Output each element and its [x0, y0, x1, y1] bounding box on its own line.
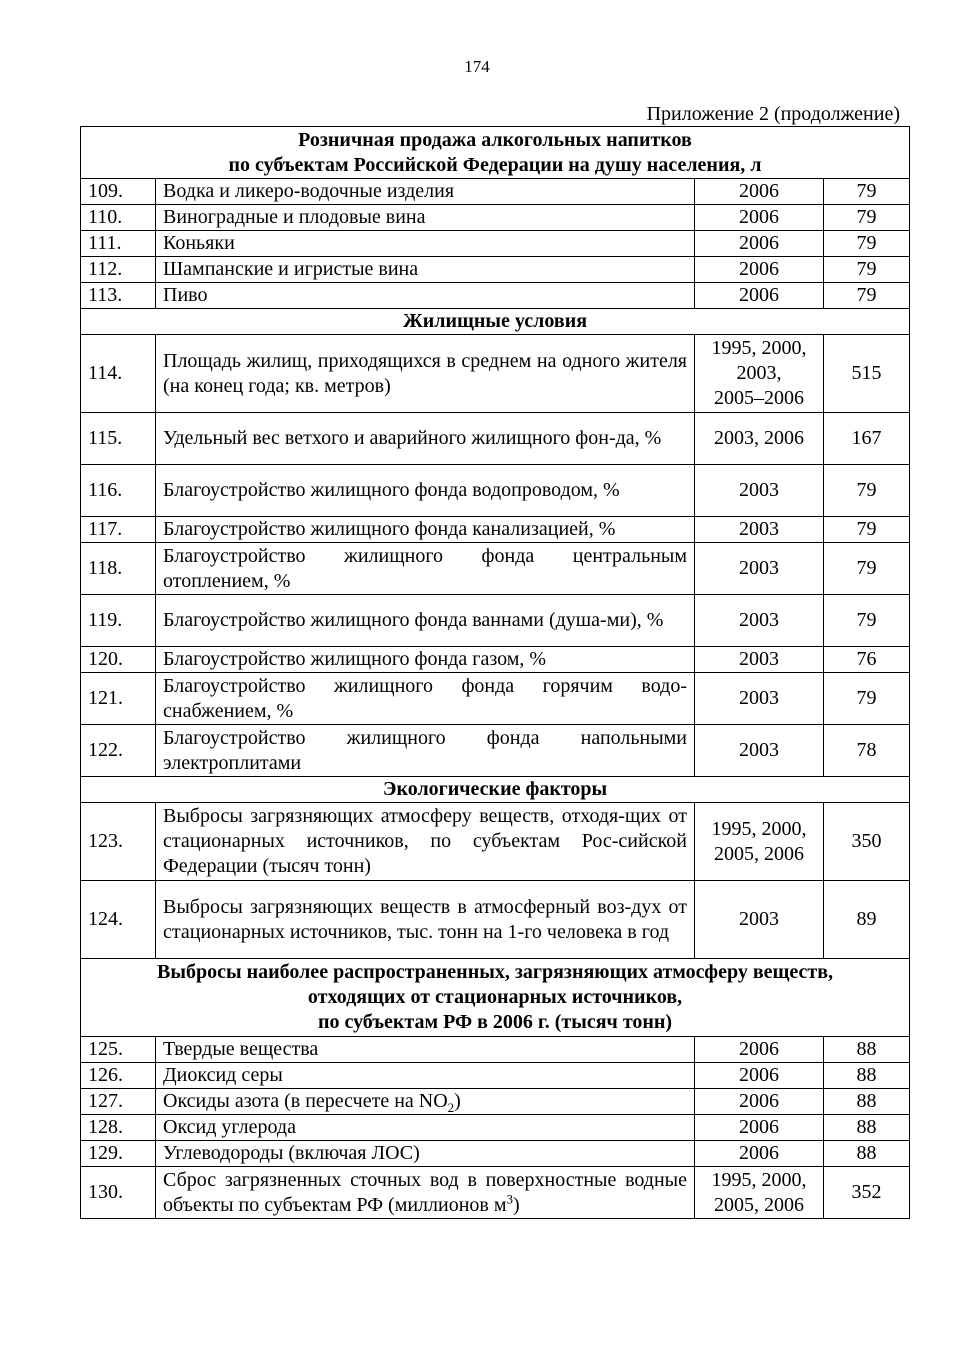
row-description: Благоустройство жилищного фонда канализацией, % [156, 517, 695, 543]
section-header-row [81, 777, 910, 803]
table-row [81, 881, 910, 959]
row-count: 79 [824, 543, 910, 595]
table-row [81, 283, 910, 309]
table-row [81, 205, 910, 231]
row-count: 88 [824, 1063, 910, 1089]
table-row [81, 517, 910, 543]
section-title: Жилищные условия [81, 309, 910, 335]
table-row [81, 413, 910, 465]
table-row [81, 543, 910, 595]
table-row [81, 179, 910, 205]
row-count: 89 [824, 881, 910, 959]
row-number: 119. [81, 595, 156, 647]
row-years: 1995, 2000, 2005, 2006 [695, 1167, 824, 1219]
row-years: 1995, 2000, 2005, 2006 [695, 803, 824, 881]
table-row [81, 673, 910, 725]
row-number: 110. [81, 205, 156, 231]
row-description: Благоустройство жилищного фонда напольными электроплитами [156, 725, 695, 777]
row-years: 2003 [695, 543, 824, 595]
row-count: 79 [824, 257, 910, 283]
row-years: 2003 [695, 465, 824, 517]
row-number: 116. [81, 465, 156, 517]
row-description: Водка и ликеро-водочные изделия [156, 179, 695, 205]
table-row [81, 595, 910, 647]
row-years: 2006 [695, 205, 824, 231]
row-years: 2006 [695, 283, 824, 309]
row-years: 2006 [695, 179, 824, 205]
row-years: 2003 [695, 647, 824, 673]
row-count: 88 [824, 1037, 910, 1063]
table-row [81, 465, 910, 517]
row-count: 78 [824, 725, 910, 777]
table-row [81, 231, 910, 257]
row-count: 79 [824, 205, 910, 231]
row-count: 88 [824, 1089, 910, 1115]
table-row [81, 803, 910, 881]
row-number: 128. [81, 1115, 156, 1141]
row-years: 2006 [695, 257, 824, 283]
table-row [81, 1167, 910, 1219]
row-number: 121. [81, 673, 156, 725]
row-number: 115. [81, 413, 156, 465]
row-number: 126. [81, 1063, 156, 1089]
row-count: 515 [824, 335, 910, 413]
row-number: 109. [81, 179, 156, 205]
row-number: 117. [81, 517, 156, 543]
table-row [81, 1141, 910, 1167]
table-row [81, 335, 910, 413]
table-row [81, 1063, 910, 1089]
row-description: Выбросы загрязняющих веществ в атмосферный воз-дух от стационарных источников, тыс. тонн на 1-го человека в год [156, 881, 695, 959]
table-row [81, 257, 910, 283]
row-number: 113. [81, 283, 156, 309]
section-title: Выбросы наиболее распространенных, загрязняющих атмосферу веществ, отходящих от стационарных источников, по субъектам РФ в 2006 г. (тысяч тонн) [81, 959, 910, 1037]
row-description: Пиво [156, 283, 695, 309]
row-years: 2006 [695, 1063, 824, 1089]
page-number: 174 [464, 57, 490, 76]
row-number: 129. [81, 1141, 156, 1167]
row-years: 2003, 2006 [695, 413, 824, 465]
row-number: 118. [81, 543, 156, 595]
row-description: Углеводороды (включая ЛОС) [156, 1141, 695, 1167]
row-description: Твердые вещества [156, 1037, 695, 1063]
row-description: Благоустройство жилищного фонда газом, % [156, 647, 695, 673]
row-count: 79 [824, 517, 910, 543]
row-description: Благоустройство жилищного фонда горячим водо-снабжением, % [156, 673, 695, 725]
row-description: Благоустройство жилищного фонда ваннами (душа-ми), % [156, 595, 695, 647]
table-row [81, 1115, 910, 1141]
row-number: 111. [81, 231, 156, 257]
row-description: Выбросы загрязняющих атмосферу веществ, отходя-щих от стационарных источников, по субъектам Рос-сийской Федерации (тысяч тонн) [156, 803, 695, 881]
row-years: 2006 [695, 1037, 824, 1063]
row-description: Удельный вес ветхого и аварийного жилищного фон-да, % [156, 413, 695, 465]
row-years: 2003 [695, 725, 824, 777]
row-description: Благоустройство жилищного фонда водопроводом, % [156, 465, 695, 517]
row-years: 2003 [695, 673, 824, 725]
row-count: 79 [824, 465, 910, 517]
section-header-row [81, 127, 910, 179]
row-number: 124. [81, 881, 156, 959]
appendix-label: Приложение 2 (продолжение) [646, 103, 900, 125]
table-row [81, 1037, 910, 1063]
row-count: 88 [824, 1115, 910, 1141]
row-description: Площадь жилищ, приходящихся в среднем на одного жителя (на конец года; кв. метров) [156, 335, 695, 413]
row-number: 114. [81, 335, 156, 413]
section-title: Экологические факторы [81, 777, 910, 803]
row-count: 88 [824, 1141, 910, 1167]
row-count: 352 [824, 1167, 910, 1219]
table-row [81, 725, 910, 777]
row-number: 120. [81, 647, 156, 673]
table-row [81, 647, 910, 673]
row-description: Диоксид серы [156, 1063, 695, 1089]
row-description: Оксиды азота (в пересчете на $NO_2$) [156, 1089, 695, 1115]
table-row [81, 1089, 910, 1115]
section-header-row [81, 959, 910, 1037]
row-count: 167 [824, 413, 910, 465]
row-years: 2003 [695, 881, 824, 959]
row-number: 125. [81, 1037, 156, 1063]
row-count: 79 [824, 283, 910, 309]
row-count: 76 [824, 647, 910, 673]
row-count: 79 [824, 595, 910, 647]
row-number: 123. [81, 803, 156, 881]
section-header-row [81, 309, 910, 335]
row-count: 350 [824, 803, 910, 881]
row-number: 112. [81, 257, 156, 283]
row-number: 122. [81, 725, 156, 777]
row-number: 127. [81, 1089, 156, 1115]
row-description: Сброс загрязненных сточных вод в поверхностные водные объекты по субъектам РФ (миллионов $м^3$) [156, 1167, 695, 1219]
row-description: Виноградные и плодовые вина [156, 205, 695, 231]
row-years: 2006 [695, 231, 824, 257]
row-description: Шампанские и игристые вина [156, 257, 695, 283]
row-years: 2006 [695, 1089, 824, 1115]
row-years: 2003 [695, 517, 824, 543]
indicator-table [80, 126, 910, 1219]
row-description: Благоустройство жилищного фонда центральным отоплением, % [156, 543, 695, 595]
row-years: 2006 [695, 1141, 824, 1167]
row-count: 79 [824, 179, 910, 205]
section-title: Розничная продажа алкогольных напитков по субъектам Российской Федерации на душу населения, л [81, 127, 910, 179]
row-years: 1995, 2000, 2003, 2005–2006 [695, 335, 824, 413]
row-years: 2003 [695, 595, 824, 647]
row-years: 2006 [695, 1115, 824, 1141]
row-count: 79 [824, 231, 910, 257]
row-count: 79 [824, 673, 910, 725]
row-description: Коньяки [156, 231, 695, 257]
row-number: 130. [81, 1167, 156, 1219]
row-description: Оксид углерода [156, 1115, 695, 1141]
